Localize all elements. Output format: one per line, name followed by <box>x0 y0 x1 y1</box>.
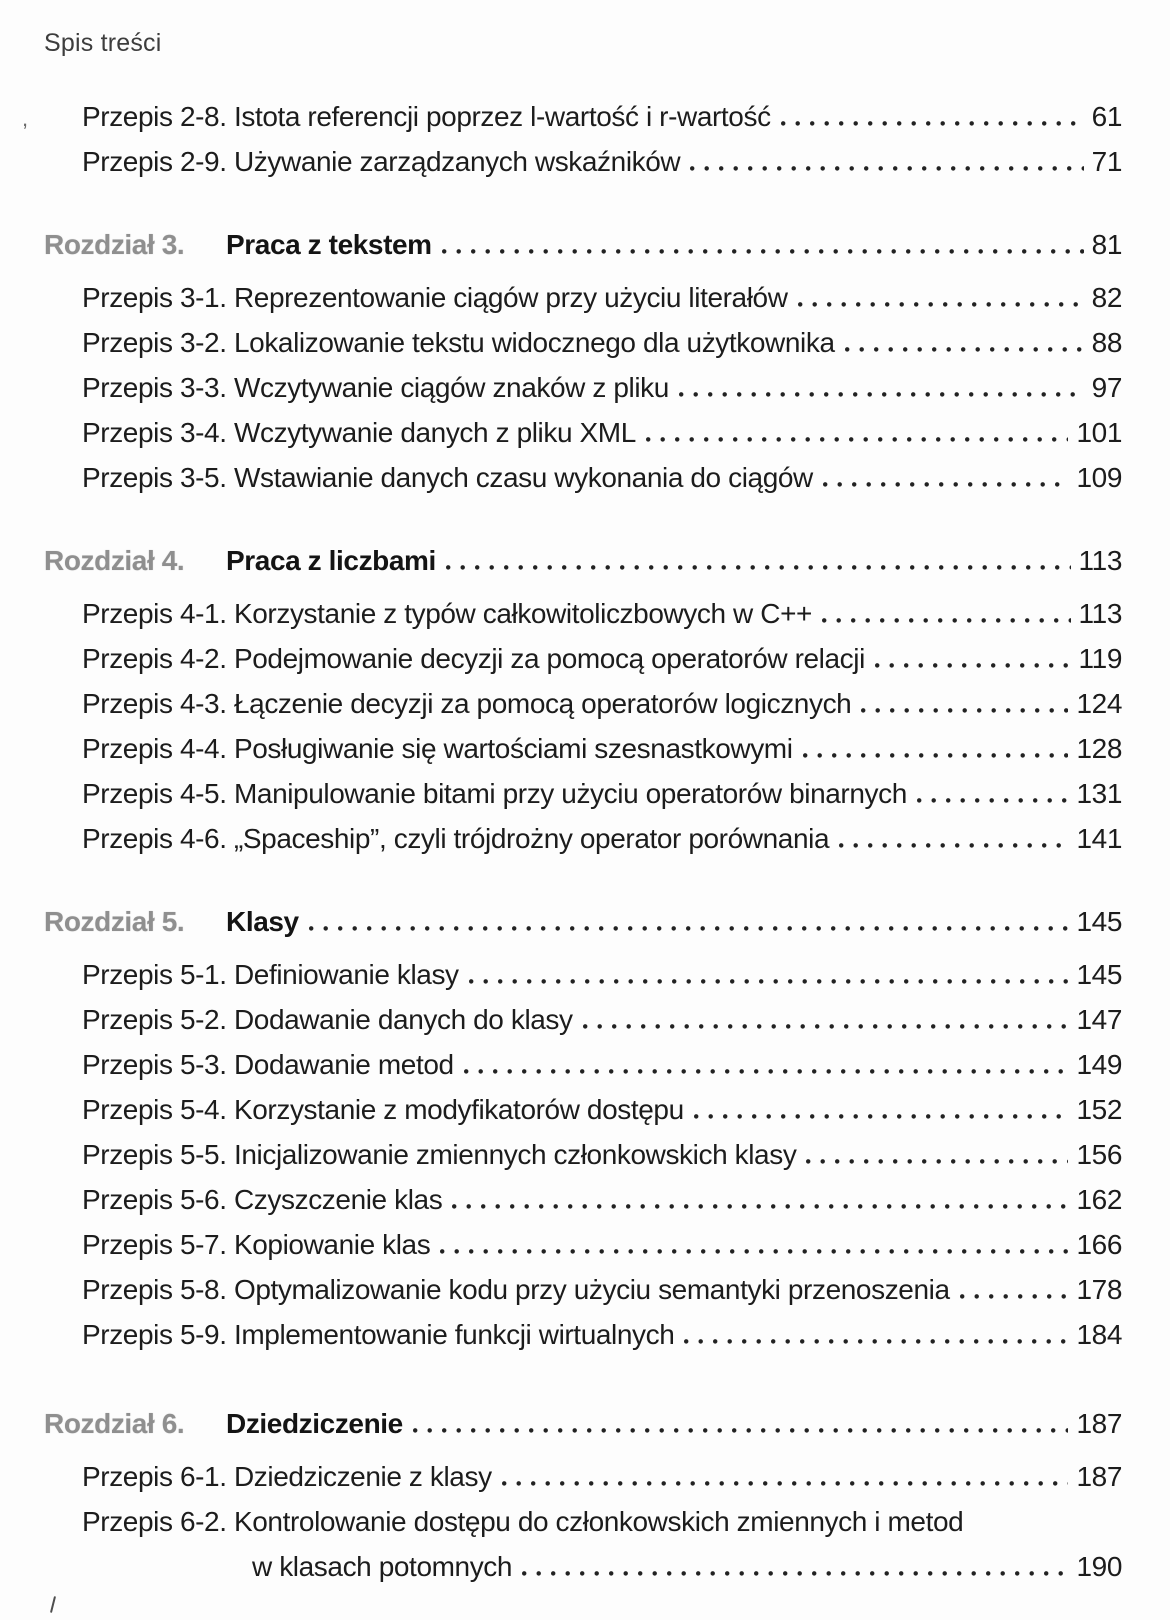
dot-leader <box>861 708 1068 713</box>
dot-leader <box>845 347 1084 352</box>
toc-entry <box>44 816 1122 861</box>
entry-title: Przepis 6-1. Dziedziczenie z klasy <box>82 1461 492 1492</box>
page-title: Spis treści <box>44 29 162 57</box>
entry-title: Przepis 4-3. Łączenie decyzji za pomocą operatorów logicznych <box>82 688 852 719</box>
chapter-label: Rozdział 5. <box>44 906 185 937</box>
dot-leader <box>469 979 1069 984</box>
chapter-row <box>44 222 1122 267</box>
dot-leader <box>839 843 1068 848</box>
entry-title: Przepis 5-4. Korzystanie z modyfikatorów dostępu <box>82 1094 684 1125</box>
entry-title: Przepis 5-8. Optymalizowanie kodu przy użyciu semantyki przenoszenia <box>82 1274 950 1305</box>
page-number: 187 <box>1076 1408 1122 1439</box>
entry-title: Przepis 3-1. Reprezentowanie ciągów przy użyciu literałów <box>82 282 788 313</box>
entry-title: Przepis 5-5. Inicjalizowanie zmiennych członkowskich klasy <box>82 1139 797 1170</box>
entry-title: Przepis 5-6. Czyszczenie klas <box>82 1184 443 1215</box>
toc-section-ch5 <box>44 899 1122 1357</box>
toc-entry <box>44 636 1122 681</box>
toc-entry <box>44 1132 1122 1177</box>
page-number: 119 <box>1078 643 1122 674</box>
dot-leader <box>440 1249 1068 1254</box>
dot-leader <box>646 437 1069 442</box>
page-number: 82 <box>1091 282 1122 313</box>
toc-entry <box>44 591 1122 636</box>
entry-title: Przepis 4-5. Manipulowanie bitami przy użyciu operatorów binarnych <box>82 778 907 809</box>
toc-entry <box>44 1087 1122 1132</box>
toc-entry <box>44 997 1122 1042</box>
scan-artifact-comma: , <box>22 106 29 131</box>
page-number: 113 <box>1078 545 1122 576</box>
toc-section-ch6 <box>44 1401 1122 1589</box>
chapter-label: Rozdział 3. <box>44 229 185 260</box>
dot-leader <box>464 1069 1069 1074</box>
toc-entry <box>44 771 1122 816</box>
page-number: 166 <box>1076 1229 1122 1260</box>
page-number: 81 <box>1091 229 1122 260</box>
entry-title: Przepis 5-1. Definiowanie klasy <box>82 959 459 990</box>
toc-section-ch4 <box>44 538 1122 861</box>
dot-leader <box>798 302 1084 307</box>
page-number: 88 <box>1091 327 1122 358</box>
toc-entry <box>44 320 1122 365</box>
chapter-title: Dziedziczenie <box>226 1408 403 1439</box>
page-number: 145 <box>1076 959 1122 990</box>
entry-title: Przepis 5-2. Dodawanie danych do klasy <box>82 1004 573 1035</box>
entry-title: Przepis 4-4. Posługiwanie się wartościami szesnastkowymi <box>82 733 793 764</box>
dot-leader <box>803 753 1069 758</box>
toc-entry <box>44 1177 1122 1222</box>
table-of-contents <box>44 94 1122 1589</box>
page-number: 124 <box>1076 688 1122 719</box>
entry-title: Przepis 2-9. Używanie zarządzanych wskaźników <box>82 146 681 177</box>
dot-leader <box>583 1024 1069 1029</box>
page-number: 187 <box>1076 1461 1122 1492</box>
toc-section-ch3 <box>44 222 1122 500</box>
dot-leader <box>446 565 1071 570</box>
toc-entry <box>44 726 1122 771</box>
dot-leader <box>452 1204 1068 1209</box>
dot-leader <box>679 392 1084 397</box>
toc-entry <box>44 1312 1122 1357</box>
dot-leader <box>309 926 1069 931</box>
entry-title: Przepis 6-2. Kontrolowanie dostępu do członkowskich zmiennych i metod <box>82 1506 964 1537</box>
dot-leader <box>684 1339 1068 1344</box>
dot-leader <box>781 121 1084 126</box>
toc-entry <box>44 1267 1122 1312</box>
toc-entry <box>44 410 1122 455</box>
page-number: 113 <box>1078 598 1122 629</box>
chapter-label: Rozdział 4. <box>44 545 185 576</box>
chapter-title: Praca z liczbami <box>226 545 436 576</box>
entry-title: Przepis 3-3. Wczytywanie ciągów znaków z pliku <box>82 372 669 403</box>
toc-entry <box>44 139 1122 184</box>
toc-entry <box>44 1042 1122 1087</box>
entry-title: Przepis 2-8. Istota referencji poprzez l-wartość i r-wartość <box>82 101 771 132</box>
toc-entry-continuation <box>44 1544 1122 1589</box>
toc-entry <box>44 1499 1122 1544</box>
scan-artifact-tick <box>50 1596 56 1613</box>
page-number: 61 <box>1091 101 1122 132</box>
toc-section-ch2 <box>44 94 1122 184</box>
toc-entry <box>44 1454 1122 1499</box>
entry-title: Przepis 3-4. Wczytywanie danych z pliku XML <box>82 417 636 448</box>
page-number: 184 <box>1076 1319 1122 1350</box>
dot-leader <box>522 1571 1068 1576</box>
chapter-row <box>44 1401 1122 1446</box>
entry-title: Przepis 5-7. Kopiowanie klas <box>82 1229 431 1260</box>
entry-title: Przepis 4-2. Podejmowanie decyzji za pomocą operatorów relacji <box>82 643 865 674</box>
entry-title: Przepis 3-2. Lokalizowanie tekstu widocznego dla użytkownika <box>82 327 835 358</box>
toc-entry <box>44 952 1122 997</box>
dot-leader <box>694 1114 1069 1119</box>
dot-leader <box>690 166 1083 171</box>
dot-leader <box>875 663 1071 668</box>
page-number: 109 <box>1076 462 1122 493</box>
page-number: 190 <box>1076 1551 1122 1582</box>
entry-title: Przepis 5-3. Dodawanie metod <box>82 1049 454 1080</box>
chapter-label: Rozdział 6. <box>44 1408 185 1439</box>
chapter-row <box>44 899 1122 944</box>
page-number: 145 <box>1076 906 1122 937</box>
page-number: 101 <box>1076 417 1122 448</box>
dot-leader <box>442 249 1084 254</box>
chapter-title: Praca z tekstem <box>226 229 432 260</box>
page-number: 156 <box>1076 1139 1122 1170</box>
toc-entry <box>44 455 1122 500</box>
dot-leader <box>960 1294 1069 1299</box>
entry-title: w klasach potomnych <box>252 1551 513 1582</box>
page-number: 162 <box>1076 1184 1122 1215</box>
toc-entry <box>44 94 1122 139</box>
page-number: 71 <box>1091 146 1122 177</box>
entry-title: Przepis 3-5. Wstawianie danych czasu wykonania do ciągów <box>82 462 813 493</box>
toc-entry <box>44 681 1122 726</box>
page-number: 141 <box>1076 823 1122 854</box>
page-number: 147 <box>1076 1004 1122 1035</box>
chapter-title: Klasy <box>226 906 299 937</box>
toc-entry <box>44 365 1122 410</box>
dot-leader <box>822 618 1071 623</box>
dot-leader <box>413 1428 1069 1433</box>
chapter-row <box>44 538 1122 583</box>
page-number: 128 <box>1076 733 1122 764</box>
dot-leader <box>823 482 1069 487</box>
toc-entry <box>44 1222 1122 1267</box>
dot-leader <box>806 1159 1068 1164</box>
entry-title: Przepis 4-6. „Spaceship”, czyli trójdrożny operator porównania <box>82 823 830 854</box>
page-number: 131 <box>1076 778 1122 809</box>
dot-leader <box>917 798 1069 803</box>
dot-leader <box>502 1481 1069 1486</box>
page-number: 178 <box>1076 1274 1122 1305</box>
entry-title: Przepis 5-9. Implementowanie funkcji wirtualnych <box>82 1319 675 1350</box>
entry-title: Przepis 4-1. Korzystanie z typów całkowitoliczbowych w C++ <box>82 598 812 629</box>
page-number: 149 <box>1076 1049 1122 1080</box>
page-number: 97 <box>1091 372 1122 403</box>
toc-entry <box>44 275 1122 320</box>
page-number: 152 <box>1076 1094 1122 1125</box>
